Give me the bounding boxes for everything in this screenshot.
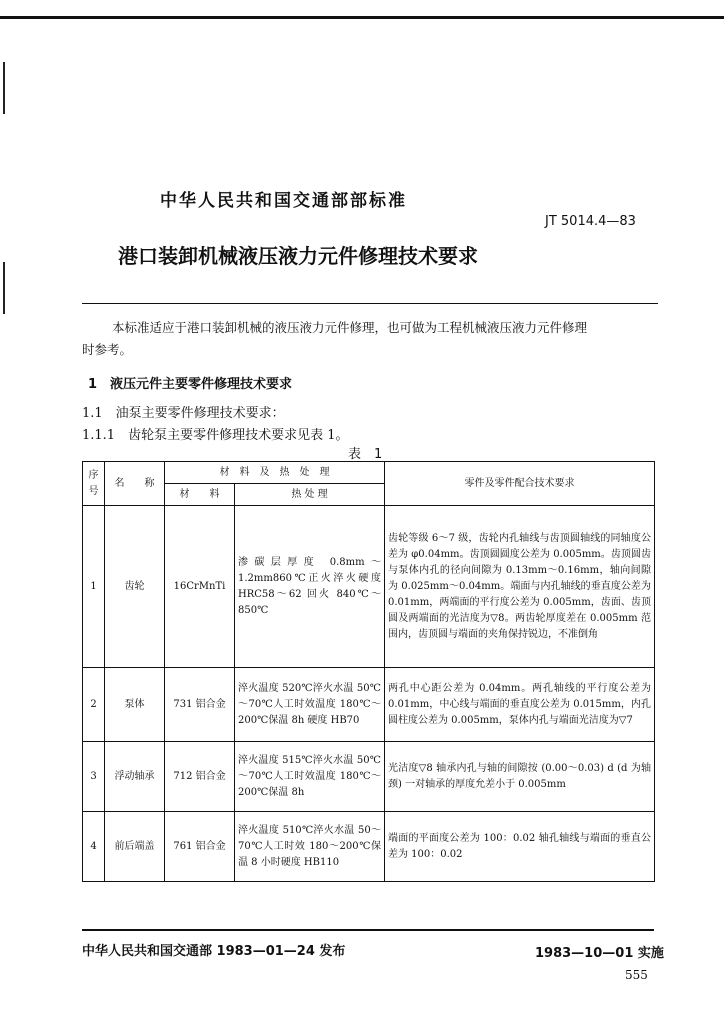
row-material: 731 铝合金 xyxy=(165,668,235,742)
header-divider xyxy=(82,303,658,304)
table-row xyxy=(83,506,655,668)
row-requirement: 端面的平面度公差为 100：0.02 轴孔轴线与端面的垂直公差为 100：0.02 xyxy=(385,812,655,882)
section-1-heading: 1 液压元件主要零件修理技术要求 xyxy=(88,377,293,392)
row-heat: 渗碳层厚度 0.8mm～1.2mm860℃正火淬火硬度 HRC58～62 回火 840℃～850℃ xyxy=(235,506,385,668)
row-material: 761 铝合金 xyxy=(165,812,235,882)
row-name: 泵体 xyxy=(105,668,165,742)
intro-paragraph-line2: 时参考。 xyxy=(82,342,133,357)
intro-paragraph-line1: 本标准适应于港口装卸机械的液压液力元件修理，也可做为工程机械液压液力元件修理 xyxy=(112,320,588,335)
row-heat: 淬火温度 515℃淬火水温 50℃～70℃人工时效温度 180℃～200℃保温 8h xyxy=(235,742,385,812)
page-number: 555 xyxy=(625,968,648,982)
header-seq: 序号 xyxy=(83,462,105,506)
standard-code: JT 5014.4—83 xyxy=(545,214,636,229)
row-name: 齿轮 xyxy=(105,506,165,668)
header-material: 材 料 xyxy=(165,484,235,506)
row-material: 712 铝合金 xyxy=(165,742,235,812)
row-seq: 2 xyxy=(83,668,105,742)
table-row xyxy=(83,812,655,882)
header-name: 名 称 xyxy=(105,462,165,506)
row-name: 浮动轴承 xyxy=(105,742,165,812)
table-row xyxy=(83,742,655,812)
header-requirement: 零件及零件配合技术要求 xyxy=(385,462,655,506)
effective-date: 1983—10—01 实施 xyxy=(535,946,664,961)
section-1-1-heading: 1.1 油泵主要零件修理技术要求： xyxy=(82,406,285,421)
row-heat: 淬火温度 510℃淬火水温 50～70℃人工时效 180～200℃保温 8 小时硬度 HB110 xyxy=(235,812,385,882)
footer-divider xyxy=(82,929,654,931)
table-caption: 表 1 xyxy=(348,447,383,462)
table-row xyxy=(83,668,655,742)
document-title: 港口装卸机械液压液力元件修理技术要求 xyxy=(118,244,478,268)
header-material-heat: 材 料 及 热 处 理 xyxy=(165,462,385,484)
issue-date: 中华人民共和国交通部 1983—01—24 发布 xyxy=(82,944,346,959)
top-border-line xyxy=(0,16,724,19)
repair-spec-table xyxy=(82,461,655,882)
scan-edge-mark xyxy=(3,262,5,314)
row-heat: 淬火温度 520℃淬火水温 50℃～70℃人工时效温度 180℃～200℃保温 8h 硬度 HB70 xyxy=(235,668,385,742)
scan-edge-mark xyxy=(3,62,5,114)
row-requirement: 光洁度▽8 轴承内孔与轴的间隙按 (0.00～0.03) d (d 为轴颈) 一对轴承的厚度允差小于 0.005mm xyxy=(385,742,655,812)
section-1-1-1-heading: 1.1.1 齿轮泵主要零件修理技术要求见表 1。 xyxy=(82,428,349,443)
row-requirement: 两孔中心距公差为 0.04mm。两孔轴线的平行度公差为 0.01mm，中心线与端面的垂直度公差为 0.015mm，内孔圆柱度公差为 0.005mm，泵体内孔与端面光洁度为▽7 xyxy=(385,668,655,742)
row-material: 16CrMnTi xyxy=(165,506,235,668)
row-name: 前后端盖 xyxy=(105,812,165,882)
row-seq: 4 xyxy=(83,812,105,882)
row-seq: 3 xyxy=(83,742,105,812)
row-requirement: 齿轮等级 6～7 级，齿轮内孔轴线与齿顶圆轴线的同轴度公差为 φ0.04mm。齿顶圆圆度公差为 0.005mm。齿顶圆齿与泵体内孔的径向间隙为 0.13mm～0.16mm，轴向间隙为 0.025mm～0.04mm。端面与内孔轴线的垂直度公差为 0.01mm，两端面的平行度公差为 0.005mm，齿面、齿顶圆及两端面的光洁度为▽8。两齿轮厚度差在 0.005mm 范围内，齿顶圆与端面的夹角保持锐边，不准倒角 xyxy=(385,506,655,668)
standard-name: 中华人民共和国交通部部标准 xyxy=(160,191,407,211)
header-heat: 热 处 理 xyxy=(235,484,385,506)
row-seq: 1 xyxy=(83,506,105,668)
